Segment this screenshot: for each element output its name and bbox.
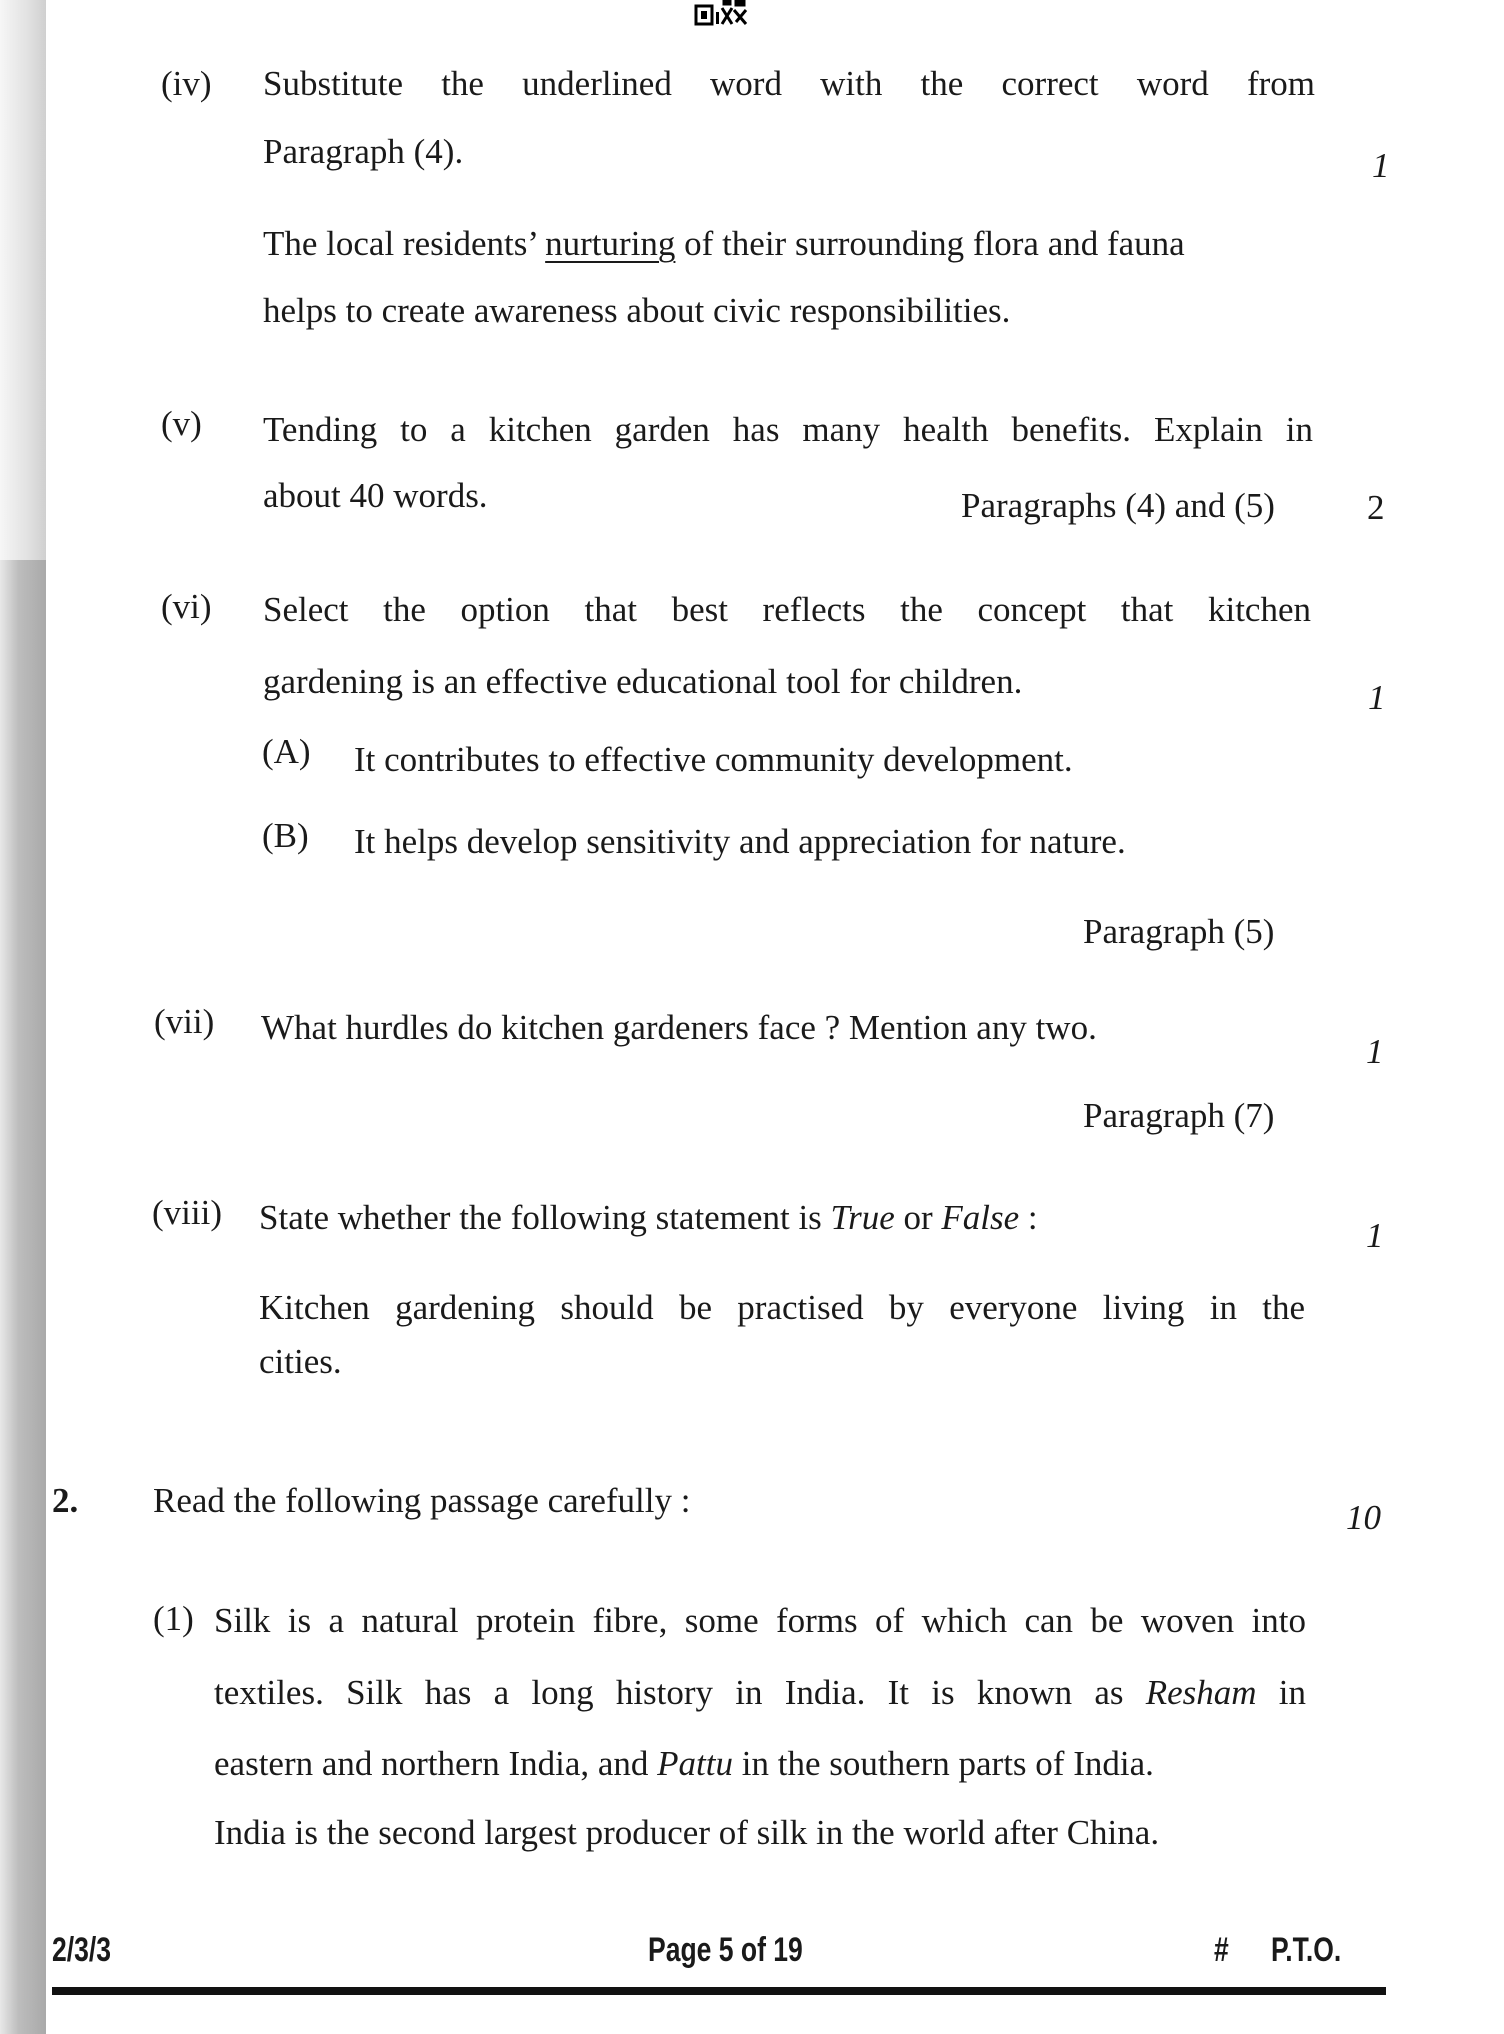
question-text: Paragraph (4). — [263, 132, 464, 171]
question-text: about 40 words. — [263, 476, 488, 515]
paragraph-number: (1) — [153, 1599, 194, 1638]
footer-rule — [52, 1987, 1386, 1995]
sentence-line: helps to create awareness about civic responsibilities. — [263, 291, 1011, 330]
question-number: (vii) — [154, 1002, 215, 1041]
option-label: (B) — [262, 816, 309, 855]
marks: 2 — [1367, 488, 1385, 527]
underlined-word: nurturing — [545, 224, 676, 263]
question-number: (iv) — [161, 64, 212, 103]
or-word: or — [894, 1198, 942, 1237]
passage-text: in the southern parts of India. — [733, 1744, 1154, 1783]
passage-text: textiles. Silk has a long history in India. It is known as — [214, 1673, 1146, 1712]
passage-line: India is the second largest producer of silk in the world after China. — [214, 1813, 1160, 1852]
scan-edge-top — [0, 0, 46, 560]
term-pattu: Pattu — [657, 1744, 733, 1783]
marks: 1 — [1366, 1032, 1384, 1071]
passage-line — [214, 1746, 1154, 1781]
sentence-pre: The local residents’ — [263, 224, 546, 263]
question-text: What hurdles do kitchen gardeners face ? Mention any two. — [261, 1008, 1097, 1047]
question-number: 2. — [52, 1481, 79, 1520]
question-number: (vi) — [161, 587, 212, 626]
option-text: It helps develop sensitivity and appreciation for nature. — [354, 822, 1126, 861]
question-number: (v) — [161, 404, 202, 443]
false-word: False — [941, 1198, 1020, 1237]
marks: 1 — [1366, 1216, 1384, 1255]
passage-text: in — [1256, 1673, 1306, 1712]
page-number: Page 5 of 19 — [648, 1931, 803, 1969]
question-text: Select the option that best reflects the concept that kitchen — [263, 590, 1311, 629]
question-text: Tending to a kitchen garden has many health benefits. Explain in — [263, 410, 1313, 449]
sentence-line — [263, 226, 1315, 261]
option-label: (A) — [262, 732, 311, 771]
question-text: Substitute the underlined word with the correct word from — [263, 64, 1315, 103]
question-text-pre: State whether the following statement is — [259, 1198, 831, 1237]
passage-line: Silk is a natural protein fibre, some forms of which can be woven into — [214, 1601, 1306, 1640]
marks: 10 — [1346, 1498, 1381, 1537]
question-text: Read the following passage carefully : — [153, 1481, 691, 1520]
paragraph-reference: Paragraph (5) — [1083, 912, 1275, 951]
option-text: It contributes to effective community development. — [354, 740, 1073, 779]
true-word: True — [830, 1198, 895, 1237]
question-text — [259, 1200, 1038, 1235]
passage-line — [214, 1675, 1306, 1710]
sentence-post: of their surrounding flora and fauna — [675, 224, 1185, 263]
qr-code-icon — [694, 0, 750, 26]
statement-text: cities. — [259, 1342, 342, 1381]
statement-text: Kitchen gardening should be practised by everyone living in the — [259, 1288, 1305, 1327]
passage-text: eastern and northern India, and — [214, 1744, 658, 1783]
question-number: (viii) — [152, 1193, 222, 1232]
paper-code: 2/3/3 — [52, 1931, 111, 1969]
question-text: gardening is an effective educational tool for children. — [263, 662, 1023, 701]
marks: 1 — [1372, 146, 1390, 185]
hash-symbol: # — [1214, 1931, 1229, 1969]
marks: 1 — [1368, 678, 1386, 717]
paragraph-reference: Paragraphs (4) and (5) — [961, 486, 1275, 525]
paragraph-reference: Paragraph (7) — [1083, 1096, 1275, 1135]
pto-label: P.T.O. — [1271, 1931, 1342, 1969]
colon: : — [1019, 1198, 1038, 1237]
term-resham: Resham — [1145, 1673, 1257, 1712]
